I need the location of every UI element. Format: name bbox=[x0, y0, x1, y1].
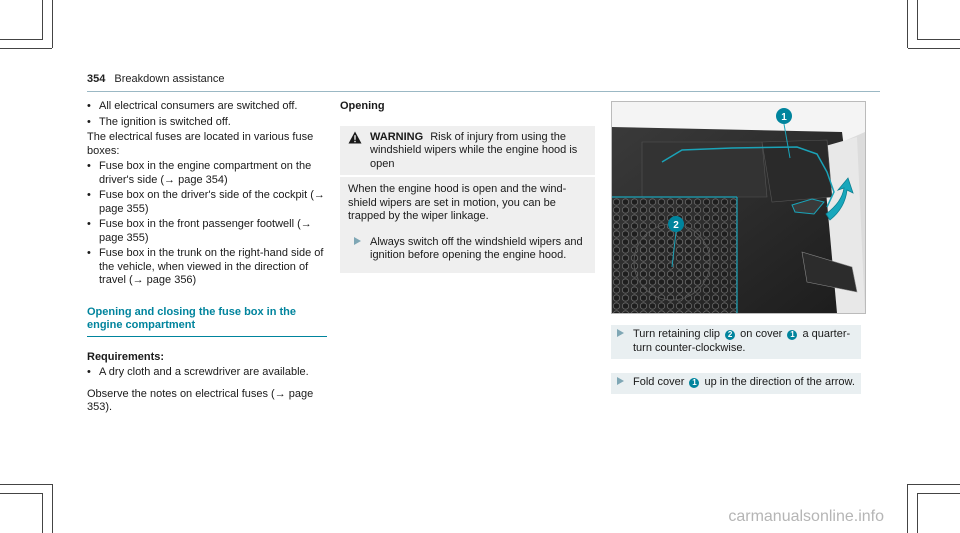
step-text-part: up in the direction of the arrow. bbox=[704, 376, 855, 388]
step-text-part: on cover bbox=[740, 328, 783, 340]
step-text-part: a quarter-turn counter-clockwise. bbox=[633, 328, 851, 354]
warning-triangle-icon bbox=[348, 131, 370, 172]
watermark: carmanualsonline.info bbox=[728, 508, 884, 525]
crop-mark bbox=[42, 493, 43, 533]
crop-mark bbox=[907, 0, 908, 48]
crop-mark bbox=[0, 48, 52, 49]
step-text-part: Turn retaining clip bbox=[633, 328, 721, 340]
callout-ref-1: 1 bbox=[787, 330, 797, 340]
warning-step-text: Always switch off the windshield wipers and ignition before opening the engine hood. bbox=[370, 235, 583, 261]
crop-mark bbox=[42, 0, 43, 40]
instruction-step-text bbox=[633, 376, 861, 390]
crop-mark bbox=[0, 484, 52, 485]
callout-1-label: 1 bbox=[781, 112, 787, 123]
fuse-box-item: • Fuse box in the front passenger footwell (→ page 355) bbox=[87, 218, 327, 245]
crop-mark bbox=[908, 484, 960, 485]
page-number: 354 bbox=[87, 73, 106, 85]
fuse-box-item: • Fuse box on the driver's side of the cockpit (→ page 355) bbox=[87, 189, 327, 216]
crop-mark bbox=[52, 484, 53, 533]
step-arrow-icon bbox=[611, 376, 633, 390]
warning-body: When the engine hood is open and the wind-shield wipers are set in motion, you can be trapped by the wiper linkage. bbox=[348, 183, 567, 222]
warning-headline: Risk of injury from using the windshield wipers while the engine hood is open bbox=[370, 130, 578, 170]
list-item: • All electrical consumers are switched off. bbox=[87, 100, 327, 114]
column-left bbox=[87, 100, 327, 417]
opening-heading: Opening bbox=[340, 100, 385, 112]
instruction-step bbox=[611, 325, 861, 359]
warning-headline-block bbox=[370, 131, 587, 172]
page-header bbox=[87, 73, 224, 85]
requirements-label: Requirements: bbox=[87, 350, 165, 363]
crop-mark bbox=[917, 493, 918, 533]
instruction-step bbox=[611, 373, 861, 394]
crop-mark bbox=[918, 493, 960, 494]
callout-ref-1: 1 bbox=[689, 378, 699, 388]
step-arrow-icon bbox=[611, 328, 633, 355]
warning-step bbox=[340, 228, 595, 273]
column-middle bbox=[340, 100, 595, 273]
instruction-step-text bbox=[633, 328, 861, 355]
step-text-part: Fold cover bbox=[633, 376, 685, 388]
step-arrow-icon bbox=[348, 236, 370, 263]
callout-2-label: 2 bbox=[673, 220, 679, 231]
crop-mark bbox=[907, 484, 908, 533]
requirement-item: • A dry cloth and a screwdriver are available. bbox=[87, 366, 327, 380]
section-rule bbox=[87, 336, 327, 337]
observe-note: Observe the notes on electrical fuses (→ page 353). bbox=[87, 387, 314, 413]
callout-ref-2: 2 bbox=[725, 330, 735, 340]
column-right bbox=[611, 325, 861, 408]
list-item: • The ignition is switched off. bbox=[87, 116, 327, 130]
fuse-box-item: • Fuse box in the trunk on the right-hand side of the vehicle, when viewed in the direction of travel (→ page 356) bbox=[87, 247, 327, 288]
section-title: Opening and closing the fuse box in the engine compartment bbox=[87, 305, 297, 331]
crop-mark bbox=[908, 48, 960, 49]
crop-mark bbox=[52, 0, 53, 48]
crop-mark bbox=[0, 493, 42, 494]
warning-box bbox=[340, 126, 595, 273]
fuse-box-item: • Fuse box in the engine compartment on the driver's side (→ page 354) bbox=[87, 160, 327, 187]
crop-mark bbox=[0, 39, 42, 40]
warning-label: WARNING bbox=[370, 130, 424, 143]
header-rule bbox=[87, 91, 880, 92]
engine-illustration bbox=[612, 102, 865, 313]
warning-header bbox=[340, 126, 595, 178]
chapter-title: Breakdown assistance bbox=[114, 73, 225, 85]
crop-mark bbox=[918, 39, 960, 40]
crop-mark bbox=[917, 0, 918, 40]
fuse-intro: The electrical fuses are located in various fuse boxes: bbox=[87, 131, 314, 157]
engine-compartment-figure bbox=[611, 101, 866, 314]
